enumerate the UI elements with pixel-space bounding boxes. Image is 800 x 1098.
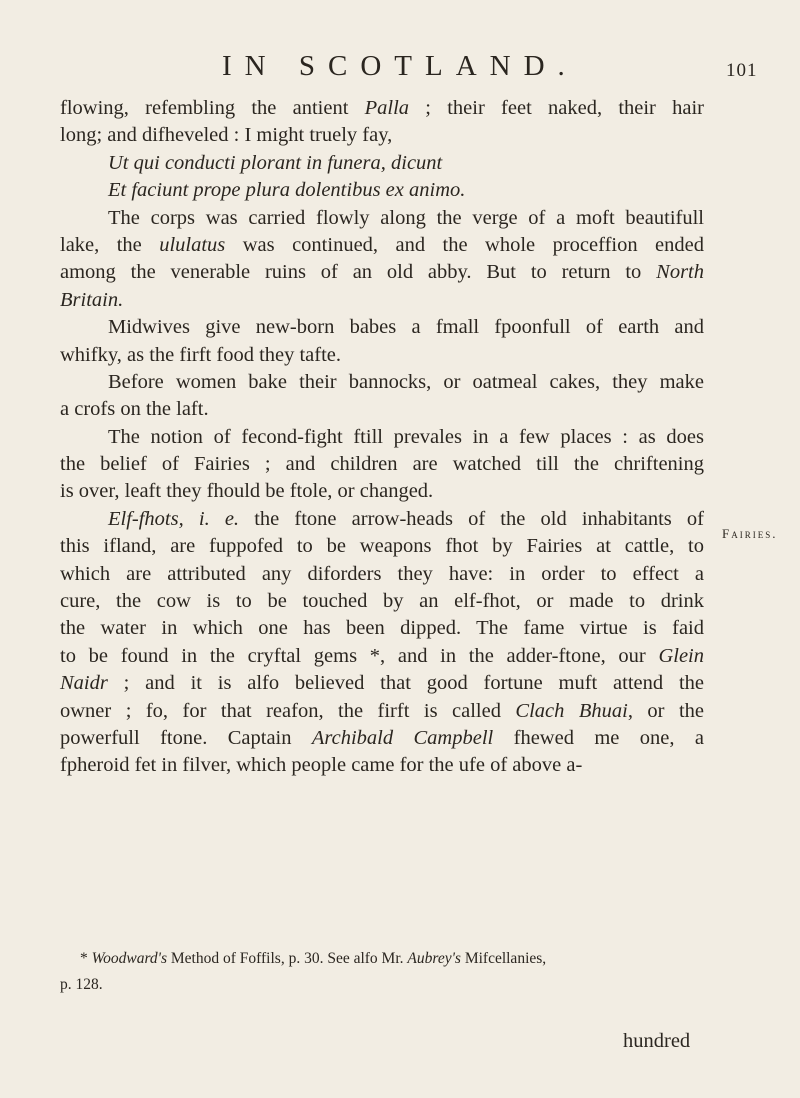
text-line: [60, 259, 704, 286]
footnote-line-segment: Woodward's: [91, 950, 168, 967]
text-line: [60, 615, 704, 642]
text-line-segment: Clach Bhuai: [515, 699, 628, 722]
text-line: [60, 561, 704, 588]
text-line: [60, 232, 704, 259]
text-line-segment: Before women bake their bannocks, or oatmeal cakes, they make: [108, 370, 704, 393]
text-line-segment: was continued, and the whole proceffion ended: [225, 233, 704, 256]
text-line-segment: which are attributed any diforders they have: in order to effect a: [60, 562, 704, 585]
text-line-segment: The corps was carried flowly along the verge of a moft beautifull: [108, 206, 704, 229]
text-line: [60, 588, 704, 615]
text-line-segment: owner ; fo, for that reafon, the firft is called: [60, 699, 516, 722]
text-line-segment: is over, leaft they fhould be ftole, or changed.: [60, 480, 434, 503]
footnote-line: [60, 972, 704, 998]
body-text: [60, 95, 704, 780]
text-line: [60, 314, 704, 341]
text-line: [60, 725, 704, 752]
running-head: IN SCOTLAND.: [222, 50, 578, 82]
text-line-segment: ; and it is alfo believed that good fortune muft attend the: [107, 672, 704, 695]
page-number: 101: [726, 60, 758, 81]
text-line-segment: Britain.: [60, 288, 124, 311]
text-line-segment: the ftone arrow-heads of the old inhabitants of: [239, 507, 705, 530]
text-line-segment: fpheroid fet in filver, which people came for the ufe of above a-: [60, 754, 583, 777]
footnote-line-segment: Aubrey's: [407, 950, 461, 967]
footnote-line-segment: p. 128.: [60, 976, 103, 993]
text-line: [60, 205, 704, 232]
text-line: [60, 342, 704, 369]
text-line-segment: lake, the: [60, 233, 160, 256]
text-line-segment: , or the: [627, 699, 705, 722]
footnote-line: [80, 946, 704, 972]
text-line-segment: Glein: [658, 644, 704, 667]
text-line-segment: whifky, as the firft food they tafte.: [60, 343, 342, 366]
text-line-segment: flowing, refembling the antient: [60, 97, 365, 119]
text-line: [60, 698, 704, 725]
text-line: [60, 369, 704, 396]
text-line-segment: Ut qui conducti plorant in funera, dicunt: [108, 151, 443, 174]
text-line-segment: the belief of Fairies ; and children are watched till the chriftening: [60, 453, 704, 476]
text-line: [60, 95, 704, 122]
text-line: [60, 752, 704, 779]
text-line: [60, 396, 704, 423]
text-line: [60, 643, 704, 670]
text-line-segment: this ifland, are fuppofed to be weapons fhot by Fairies at cattle, to: [60, 535, 704, 558]
text-line: [60, 506, 704, 533]
text-line-segment: ; their feet naked, their hair: [409, 97, 704, 119]
text-line: [60, 424, 704, 451]
text-line-segment: Midwives give new-born babes a fmall fpoonfull of earth and: [108, 316, 704, 339]
text-line: [60, 150, 704, 177]
text-line: [60, 533, 704, 560]
text-line-segment: the water in which one has been dipped. The fame virtue is faid: [60, 617, 704, 640]
text-line-segment: long; and difheveled : I might truely fay,: [60, 124, 393, 147]
footnote: [60, 946, 704, 998]
page-header: [0, 50, 800, 90]
text-line-segment: Naidr: [60, 672, 108, 695]
text-line-segment: powerfull ftone. Captain: [60, 726, 312, 749]
text-line-segment: Palla: [364, 97, 410, 119]
marginal-note: Fairies.: [722, 526, 778, 541]
text-line: [60, 478, 704, 505]
text-line-segment: Elf-fhots, i. e.: [108, 507, 240, 530]
text-line-segment: among the venerable ruins of an old abby. But to return to: [60, 261, 657, 284]
text-line: [60, 670, 704, 697]
footnote-line-segment: Mifcellanies,: [460, 950, 547, 967]
text-line-segment: fhewed me one, a: [493, 726, 704, 749]
text-line-segment: cure, the cow is to be touched by an elf-fhot, or made to drink: [60, 590, 704, 613]
text-line: [60, 287, 704, 314]
text-line-segment: The notion of fecond-fight ftill prevales in a few places : as does: [108, 425, 704, 448]
text-line-segment: ululatus: [159, 233, 226, 256]
text-line: [60, 122, 704, 149]
text-line-segment: Et faciunt prope plura dolentibus ex animo.: [108, 179, 466, 202]
text-line-segment: a crofs on the laft.: [60, 398, 209, 421]
text-line-segment: North: [656, 261, 704, 284]
text-line: [60, 451, 704, 478]
catchword: hundred: [623, 1030, 691, 1052]
text-line: [60, 177, 704, 204]
footnote-line-segment: *: [80, 950, 92, 967]
text-line-segment: Archibald Campbell: [311, 726, 494, 749]
footnote-line-segment: Method of Foffils, p. 30. See alfo Mr.: [167, 950, 408, 967]
text-line-segment: to be found in the cryftal gems *, and in the adder-ftone, our: [60, 644, 659, 667]
